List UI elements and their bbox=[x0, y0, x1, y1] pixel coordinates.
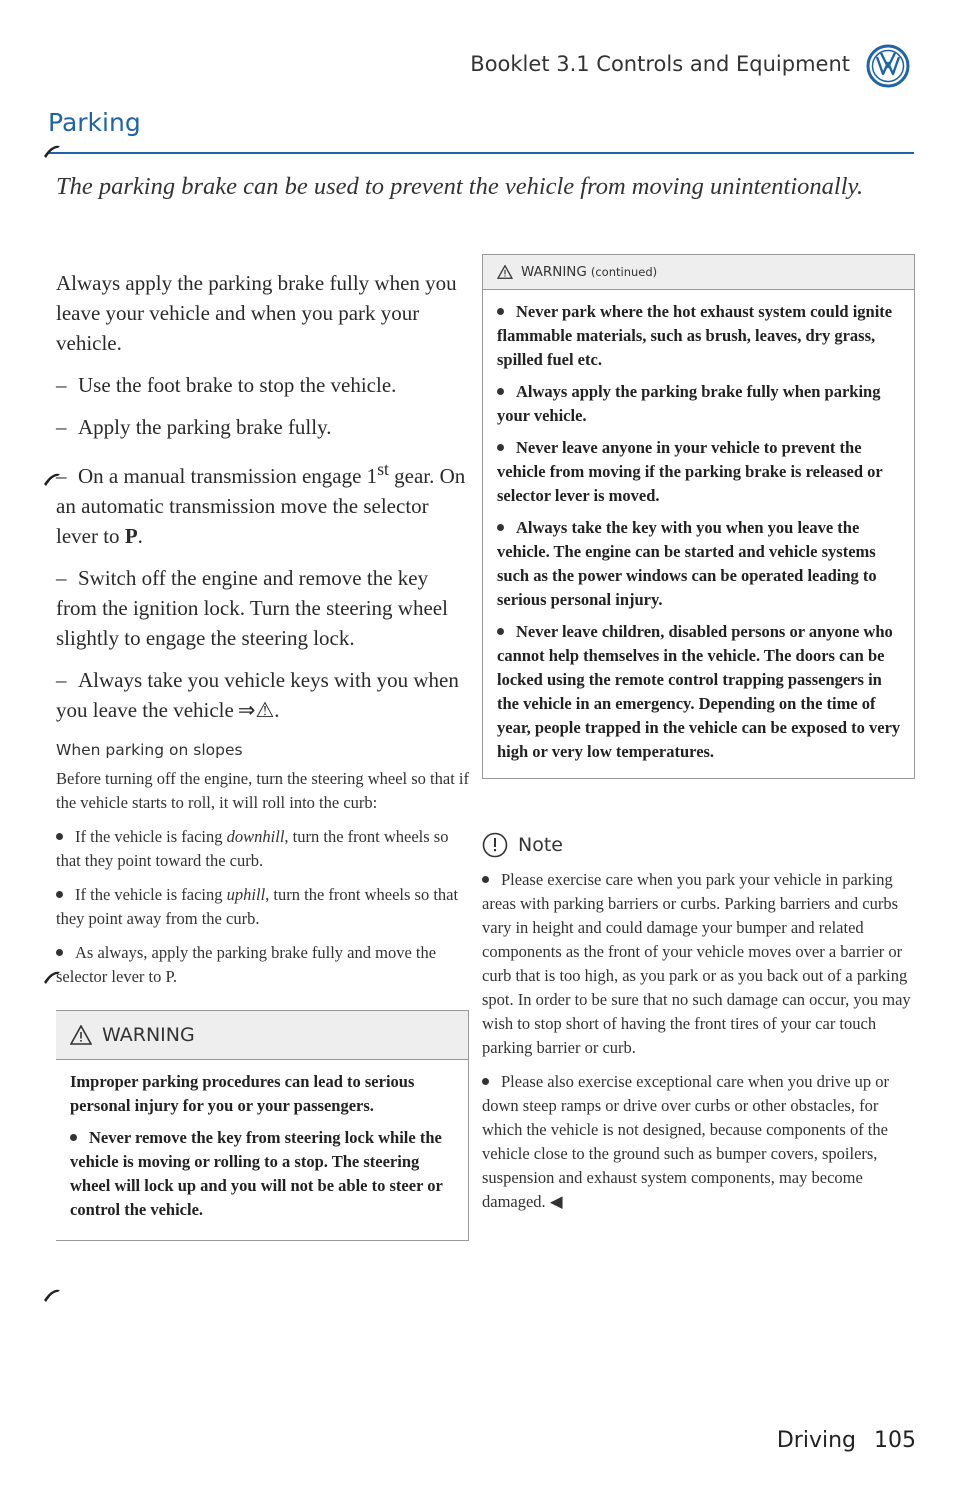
end-of-section-icon: ◀ bbox=[549, 1192, 563, 1211]
list-item: If the vehicle is facing uphill, turn the front wheels so that they point away from the curb. bbox=[56, 885, 459, 928]
chapter-label: Driving bbox=[776, 1428, 856, 1453]
page-number: 105 bbox=[874, 1428, 916, 1453]
warning-triangle-icon bbox=[497, 265, 513, 279]
lead-paragraph: Always apply the parking brake fully when you leave your vehicle and when you park your vehicle. bbox=[56, 271, 457, 355]
info-note-icon bbox=[482, 832, 508, 858]
warning-triangle-icon bbox=[70, 1025, 92, 1045]
bullet-icon bbox=[497, 524, 504, 531]
note-body bbox=[482, 868, 912, 1224]
bullet-icon bbox=[482, 1078, 489, 1085]
warning-header: WARNING bbox=[56, 1011, 468, 1060]
list-item: Never leave anyone in your vehicle to prevent the vehicle from moving if the parking brake is released or selector lever is moved. bbox=[497, 438, 883, 505]
bullet-icon bbox=[497, 444, 504, 451]
note-header: Note bbox=[482, 832, 563, 858]
step-item: – Always take you vehicle keys with you when you leave the vehicle ⇒⚠. bbox=[56, 668, 459, 722]
bullet-icon bbox=[497, 388, 504, 395]
slopes-heading: When parking on slopes bbox=[56, 741, 243, 759]
bullet-icon bbox=[70, 1134, 77, 1141]
list-item: Please exercise care when you park your vehicle in parking areas with parking barriers or curbs. Parking barriers and curbs vary in height and could damage your bumper and related components as the front of your vehicle moves over a barrier or curb that is too high, as you park or as you back out of a parking spot. In order to be sure that no such damage can occur, you may wish to stop short of having the front tires of your car touch parking barrier or curb. bbox=[482, 870, 911, 1057]
bullet-icon bbox=[56, 949, 63, 956]
bullet-icon bbox=[56, 833, 63, 840]
warning-text: Improper parking procedures can lead to serious personal injury for you or your passengers. bbox=[70, 1072, 415, 1115]
intro-text: The parking brake can be used to prevent the vehicle from moving unintentionally. bbox=[56, 173, 864, 200]
list-item: Always take the key with you when you leave the vehicle. The engine can be started and vehicle systems such as the power windows can be operated leading to serious personal injury. bbox=[497, 518, 877, 609]
list-item: Always apply the parking brake fully when parking your vehicle. bbox=[497, 382, 881, 425]
slopes-intro: Before turning off the engine, turn the steering wheel so that if the vehicle starts to roll, it will roll into the curb: bbox=[56, 769, 469, 812]
bullet-icon bbox=[482, 876, 489, 883]
warning-continued-box bbox=[482, 254, 915, 779]
section-title: Parking bbox=[48, 108, 141, 137]
step-item: – On a manual transmission engage 1st gear. On an automatic transmission move the selector lever to P. bbox=[56, 459, 466, 548]
bullet-icon bbox=[56, 891, 63, 898]
warning-continued-header: WARNING (continued) bbox=[483, 255, 914, 290]
left-column bbox=[56, 268, 470, 999]
list-item: Never leave children, disabled persons or anyone who cannot help themselves in the vehicle. The doors can be locked using the remote control trapping passengers in the vehicle in an emergency. Depending on the time of year, people trapped in the vehicle can be exposed to very high or very low temperatures. bbox=[497, 622, 901, 761]
step-item: – Apply the parking brake fully. bbox=[56, 415, 332, 439]
warning-box bbox=[56, 1010, 469, 1241]
step-item: – Use the foot brake to stop the vehicle. bbox=[56, 373, 397, 397]
step-item: – Switch off the engine and remove the key from the ignition lock. Turn the steering wheel slightly to engage the steering lock. bbox=[56, 566, 448, 650]
margin-tick-icon bbox=[42, 1286, 62, 1304]
page-footer bbox=[740, 1428, 916, 1453]
warning-reference-link[interactable]: ⇒⚠. bbox=[237, 698, 280, 722]
list-item: Please also exercise exceptional care when you drive up or down steep ramps or drive over curbs or other obstacles, for which the vehicle is not designed, because components of the vehicle close to the ground such as bumper covers, spoilers, suspension and exhaust system components, may become damaged. ◀ bbox=[482, 1072, 890, 1211]
list-item: Never park where the hot exhaust system could ignite flammable materials, such as brush, leaves, dry grass, spilled fuel etc. bbox=[497, 302, 893, 369]
margin-tick-icon bbox=[42, 142, 62, 160]
booklet-title: Booklet 3.1 Controls and Equipment bbox=[470, 52, 850, 76]
list-item: As always, apply the parking brake fully and move the selector lever to P. bbox=[56, 943, 437, 986]
bullet-icon bbox=[497, 628, 504, 635]
list-item: If the vehicle is facing downhill, turn the front wheels so that they point toward the curb. bbox=[56, 827, 449, 870]
vw-logo-icon bbox=[866, 44, 910, 88]
list-item: Never remove the key from steering lock while the vehicle is moving or rolling to a stop. The steering wheel will lock up and you will not be able to steer or control the vehicle. bbox=[70, 1128, 443, 1219]
bullet-icon bbox=[497, 308, 504, 315]
title-rule bbox=[48, 152, 914, 154]
